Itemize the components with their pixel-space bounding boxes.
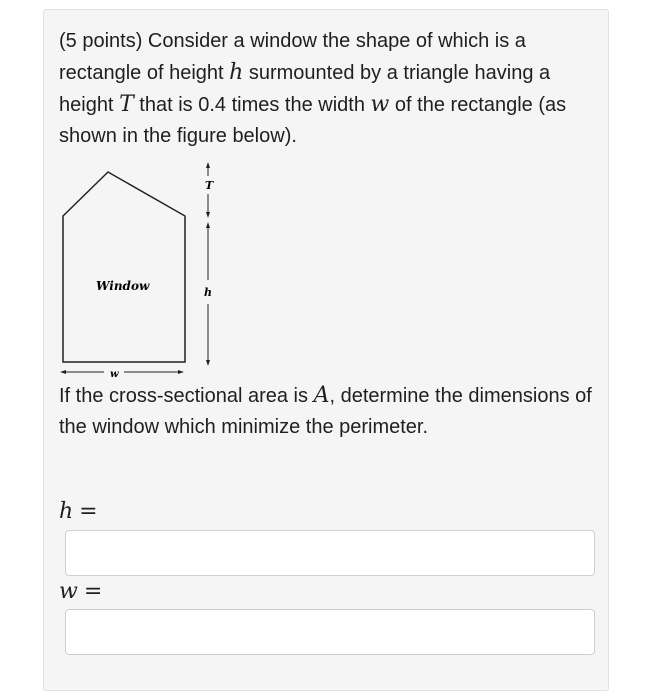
question-text-part2: If the cross-sectional area is A, determine the dimensions of the window which minimize the perimeter. xyxy=(59,383,592,438)
figure-window-label: Window xyxy=(96,279,150,293)
h-answer-label: h = xyxy=(59,499,98,524)
figure-label-w: w xyxy=(110,369,119,380)
figure-label-T: T xyxy=(205,179,214,192)
question-card xyxy=(43,9,609,691)
w-answer-label: w = xyxy=(59,579,103,604)
points-label: (5 points) xyxy=(59,30,143,52)
figure-label-h: h xyxy=(204,286,212,299)
var-h: h xyxy=(229,60,244,85)
h-answer-input[interactable] xyxy=(65,530,595,576)
var-A: A xyxy=(313,383,330,408)
var-T: T xyxy=(119,92,134,117)
w-answer-input[interactable] xyxy=(65,609,595,655)
window-shape xyxy=(63,172,185,362)
question-text: (5 points) Consider a window the shape of which is a rectangle of height h surmounted by a triangle having a height T that is 0.4 times the width w of the rectangle (as shown in the figure below). xyxy=(59,30,567,147)
window-figure xyxy=(58,152,218,380)
var-w: w xyxy=(370,92,390,117)
